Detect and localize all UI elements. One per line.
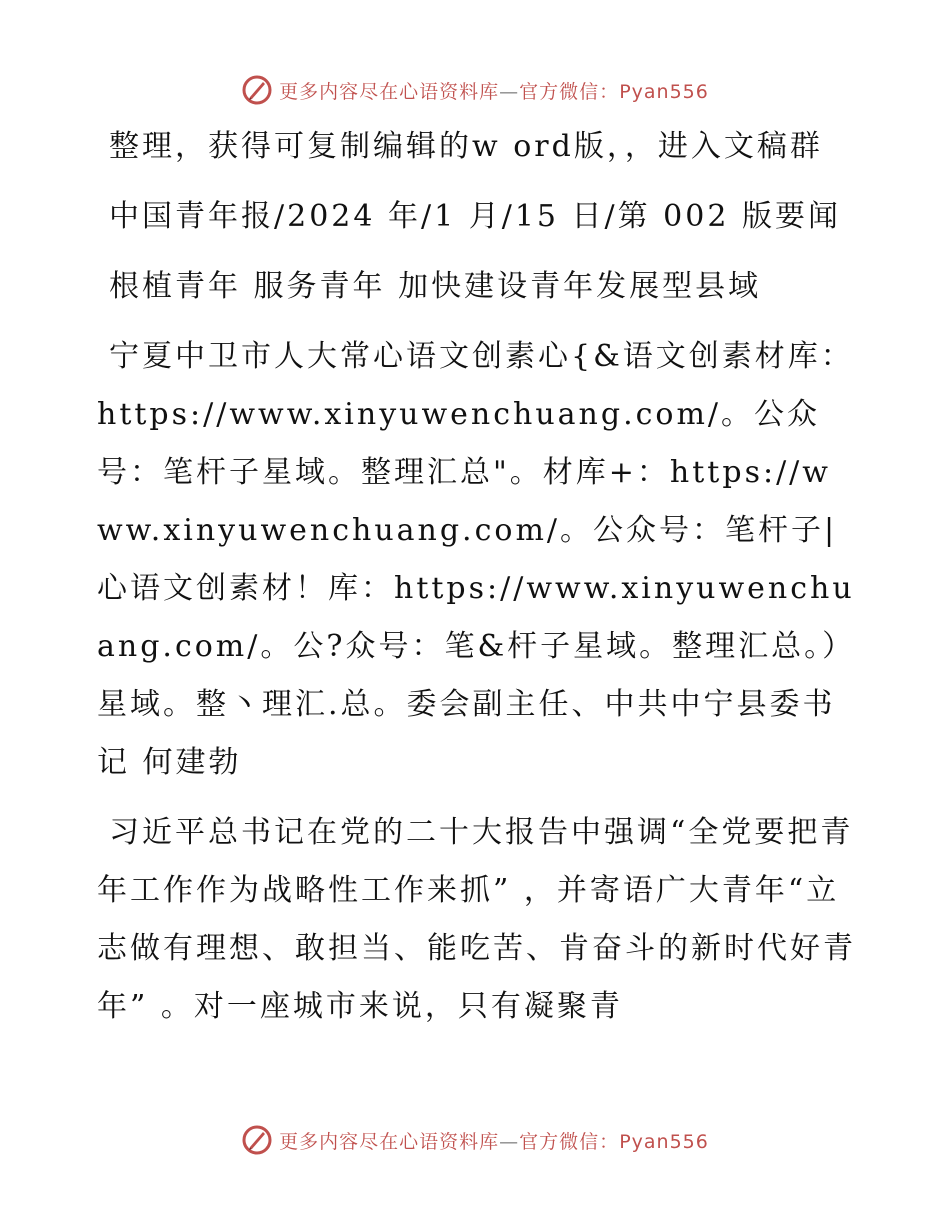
quill-logo-icon xyxy=(241,1124,273,1156)
watermark-site-name: 更多内容尽在心语资料库 xyxy=(279,1130,500,1153)
source-line: 中国青年报/2024 年/1 月/15 日/第 002 版要闻 xyxy=(109,199,841,234)
article-headline: 根植青年 服务青年 加快建设青年发展型县域 xyxy=(109,269,762,304)
intro-paragraph: 整理，获得可复制编辑的w ord版，，进入文稿群 xyxy=(109,129,823,164)
watermark-text xyxy=(279,77,709,104)
watermark-contact-handle: Pyan556 xyxy=(619,1130,709,1153)
footer-watermark xyxy=(0,1120,950,1160)
quill-logo-icon xyxy=(241,74,273,106)
header-watermark xyxy=(0,70,950,110)
watermark-contact-label: 官方微信： xyxy=(519,80,620,103)
watermark-separator: — xyxy=(499,80,520,103)
watermark-site-name: 更多内容尽在心语资料库 xyxy=(279,80,500,103)
watermark-text xyxy=(279,1127,709,1154)
document-body xyxy=(97,118,857,1036)
author-paragraph: 宁夏中卫市人大常心语文创素心{&语文创素材库：https://www.xinyuwenchuang.com/。公众号：笔杆子星域。整理汇总"。材库+：https://www.xinyuwenchuang.com/。公众号：笔杆子|心语文创素材！库：https://www.xinyuwenchuang.com/。公?众号：笔&杆子星域。整理汇总。）星域。整丶理汇.总。委会副主任、中共中宁县委书记 何建勃 xyxy=(97,339,856,780)
watermark-separator: — xyxy=(499,1130,520,1153)
watermark-contact-label: 官方微信： xyxy=(519,1130,620,1153)
body-paragraph: 习近平总书记在党的二十大报告中强调“全党要把青年工作作为战略性工作来抓” ，并寄语广大青年“立志做有理想、敢担当、能吃苦、肯奋斗的新时代好青年” 。对一座城市来说，只有凝聚青 xyxy=(97,815,856,1024)
watermark-contact-handle: Pyan556 xyxy=(619,80,709,103)
